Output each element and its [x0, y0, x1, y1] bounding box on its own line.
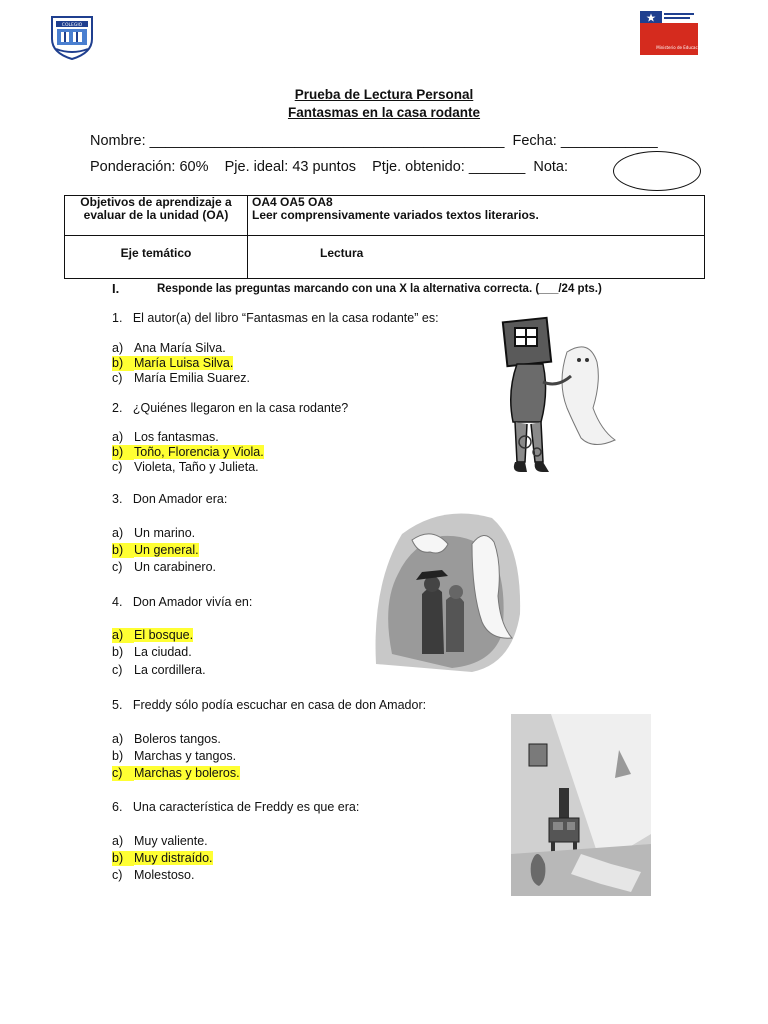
- objectives-table: [64, 195, 705, 279]
- objectives-label: Objetivos de aprendizaje a evaluar de la unidad (OA): [80, 195, 232, 222]
- question-1: 1. El autor(a) del libro “Fantasmas en la casa rodante” es:: [112, 311, 439, 325]
- question-5: 5. Freddy sólo podía escuchar en casa de don Amador:: [112, 698, 427, 712]
- svg-text:Ministerio de Educación: Ministerio de Educación: [656, 45, 704, 50]
- objectives-value-cell: [248, 196, 705, 236]
- option-1a: a) Ana María Silva.: [112, 341, 226, 355]
- option-5b: b) Marchas y tangos.: [112, 749, 237, 763]
- option-4c: c) La cordillera.: [112, 663, 206, 677]
- theme-label: Eje temático: [120, 246, 192, 260]
- title-line-1: Prueba de Lectura Personal: [294, 87, 474, 102]
- theme-value: Lectura: [320, 246, 364, 260]
- option-4b: b) La ciudad.: [112, 645, 192, 659]
- option-2b: b) Toño, Florencia y Viola.: [112, 445, 264, 459]
- option-5a: a) Boleros tangos.: [112, 732, 221, 746]
- option-3c: c) Un carabinero.: [112, 560, 216, 574]
- grade-oval: [613, 151, 701, 191]
- ministry-logo: [640, 11, 704, 55]
- theme-label-cell: [65, 236, 248, 279]
- title-line-2: Fantasmas en la casa rodante: [287, 105, 481, 120]
- section-instruction: Responde las preguntas marcando con una X la alternativa correcta. (___/24 pts.): [157, 283, 602, 295]
- option-6a: a) Muy valiente.: [112, 834, 208, 848]
- room-illustration: [511, 714, 651, 896]
- option-6b: b) Muy distraído.: [112, 851, 213, 865]
- svg-text:COLEGIO: COLEGIO: [61, 23, 83, 28]
- option-3b: b) Un general.: [112, 543, 199, 557]
- objectives-label-cell: [65, 196, 248, 236]
- ghosts-illustration: [372, 504, 524, 674]
- objectives-codes: OA4 OA5 OA8: [252, 195, 333, 209]
- option-5c: c) Marchas y boleros.: [112, 766, 240, 780]
- ghost-man-illustration: [497, 312, 627, 490]
- option-3a: a) Un marino.: [112, 526, 196, 540]
- score-line: Ponderación: 60% Pje. ideal: 43 puntos Ptje. obtenido: _______ Nota:: [90, 159, 569, 175]
- question-3: 3. Don Amador era:: [112, 492, 228, 506]
- option-1c: c) María Emilia Suarez.: [112, 371, 251, 385]
- question-2: 2. ¿Quiénes llegaron en la casa rodante?: [112, 401, 349, 415]
- objectives-description: Leer comprensivamente variados textos literarios.: [252, 208, 539, 222]
- option-2a: a) Los fantasmas.: [112, 430, 219, 444]
- theme-value-cell: [248, 236, 705, 279]
- option-4a: a) El bosque.: [112, 628, 194, 642]
- question-6: 6. Una característica de Freddy es que era:: [112, 800, 360, 814]
- option-2c: c) Violeta, Taño y Julieta.: [112, 460, 259, 474]
- option-6c: c) Molestoso.: [112, 868, 195, 882]
- section-number: I.: [112, 281, 120, 296]
- option-1b: b) María Luisa Silva.: [112, 356, 234, 370]
- question-4: 4. Don Amador vivía en:: [112, 595, 253, 609]
- school-logo: [46, 13, 98, 61]
- name-date-line: Nombre: ____________________________________________ Fecha: ____________: [90, 133, 658, 149]
